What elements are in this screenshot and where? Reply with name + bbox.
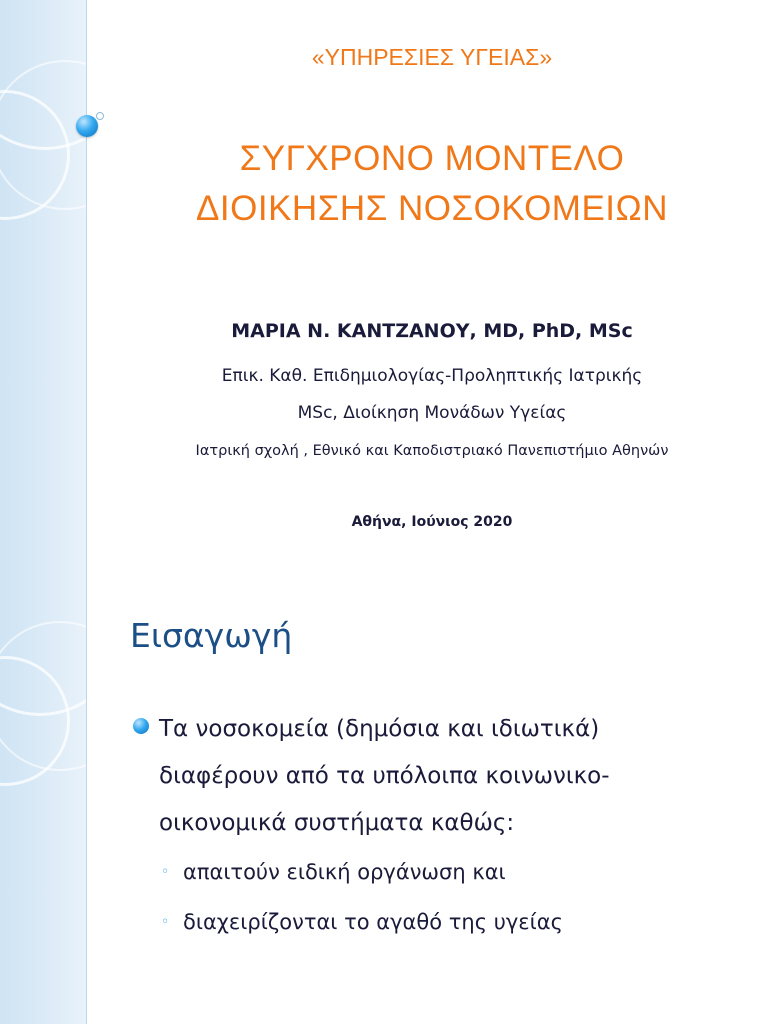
bullet-line-2: διαφέρουν από τα υπόλοιπα κοινωνικο- xyxy=(159,763,610,789)
small-bead-icon xyxy=(96,112,104,120)
list-item xyxy=(133,706,748,847)
sub-list-item xyxy=(133,897,748,947)
introduction-slide xyxy=(0,576,768,1024)
affiliation-line-3: Ιατρική σχολή , Εθνικό και Καποδιστριακό Πανεπιστήμιο Αθηνών xyxy=(195,443,669,459)
bullet-list xyxy=(133,706,748,947)
presentation-title xyxy=(96,134,768,234)
presentation-date: Αθήνα, Ιούνιος 2020 xyxy=(351,514,513,530)
organization-title: «ΥΠΗΡΕΣΙΕΣ ΥΓΕΙΑΣ» xyxy=(311,44,553,70)
bullet-icon xyxy=(133,718,149,734)
sub-list-item xyxy=(133,847,748,897)
sub-bullet-text: διαχειρίζονται το αγαθό της υγείας xyxy=(183,910,563,934)
sidebar-divider xyxy=(86,0,87,576)
ring-bullet-icon: ◦ xyxy=(161,864,170,880)
affiliation-line-2: MSc, Διοίκηση Μονάδων Υγείας xyxy=(297,403,567,423)
title-line-1: ΣΥΓΧΡΟΝΟ ΜΟΝΤΕΛΟ xyxy=(239,139,625,178)
sidebar-divider xyxy=(86,576,87,1024)
bead-icon xyxy=(76,115,98,137)
bullet-line-3: οικονομικά συστήματα καθώς: xyxy=(159,810,515,836)
author-name: ΜΑΡΙΑ Ν. ΚΑΝΤΖΑΝΟΥ, MD, PhD, MSc xyxy=(231,320,633,342)
section-heading: Εισαγωγή xyxy=(130,616,293,655)
ring-bullet-icon: ◦ xyxy=(161,914,170,930)
bullet-line-1: Τα νοσοκομεία (δημόσια και ιδιωτικά) xyxy=(159,716,600,742)
sidebar-decoration xyxy=(0,0,86,576)
title-line-2: ΔΙΟΙΚΗΣΗΣ ΝΟΣΟΚΟΜΕΙΩΝ xyxy=(196,189,668,228)
sub-bullet-text: απαιτούν ειδική οργάνωση και xyxy=(183,860,506,884)
sidebar-decoration xyxy=(0,576,86,1024)
affiliation-line-1: Επικ. Καθ. Επιδημιολογίας-Προληπτικής Ιατρικής xyxy=(221,366,643,386)
